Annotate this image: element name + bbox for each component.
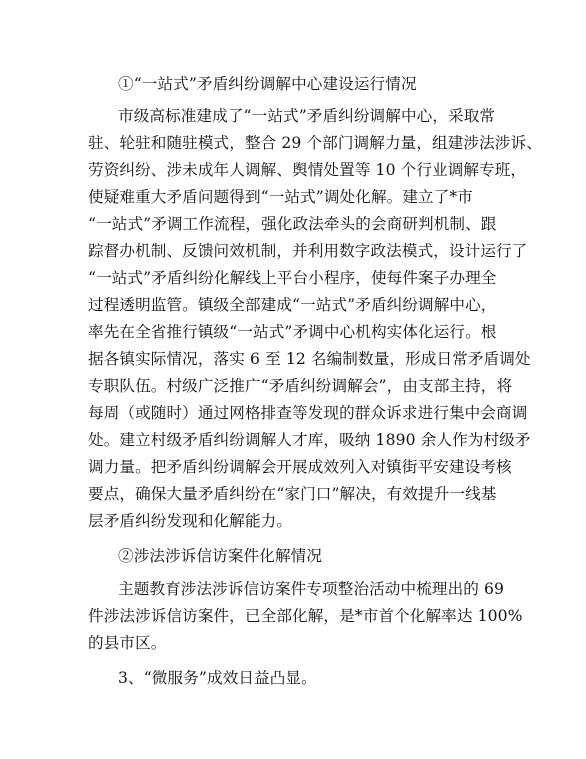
- paragraph-line: “一站式”矛调工作流程，强化政法牵头的会商研判机制、跟: [88, 215, 497, 233]
- paragraph-line: 据各镇实际情况，落实 6 至 12 名编制数量，形成日常矛盾调处: [88, 350, 531, 368]
- paragraph-line: 的县市区。: [88, 634, 167, 652]
- section-1-heading: ①“一站式”矛盾纠纷调解中心建设运行情况: [118, 75, 417, 93]
- paragraph-line: 驻、轮驻和随驻模式，整合 29 个部门调解力量，组建涉法涉诉、: [88, 134, 542, 152]
- paragraph-line: “一站式”矛盾纠纷化解线上平台小程序，使每件案子办理全: [88, 269, 497, 287]
- paragraph-line: 劳资纠纷、涉未成年人调解、舆情处置等 10 个行业调解专班，: [88, 161, 527, 179]
- paragraph-line: 使疑难重大矛盾问题得到“一站式”调处化解。建立了*市: [88, 188, 473, 206]
- paragraph-line: 处。建立村级矛盾纠纷调解人才库，吸纳 1890 余人作为村级矛: [88, 431, 531, 449]
- paragraph-line: 主题教育涉法涉诉信访案件专项整治活动中梳理出的 69: [118, 580, 505, 598]
- paragraph-line: 专职队伍。村级广泛推广“矛盾纠纷调解会”，由支部主持，将: [88, 377, 513, 395]
- section-3-heading: 3、“微服务”成效日益凸显。: [118, 669, 317, 687]
- paragraph-line: 层矛盾纠纷发现和化解能力。: [88, 512, 293, 530]
- paragraph-line: 率先在全省推行镇级“一站式”矛调中心机构实体化运行。根: [88, 323, 497, 341]
- paragraph-line: 调力量。把矛盾纠纷调解会开展成效列入对镇街平安建设考核: [88, 458, 512, 476]
- paragraph-line: 踪督办机制、反馈问效机制，并利用数字政法模式，设计运行了: [88, 242, 528, 260]
- paragraph-line: 市级高标准建成了“一站式”矛盾纠纷调解中心，采取常: [118, 107, 496, 125]
- paragraph-line: 件涉法涉诉信访案件，已全部化解，是*市首个化解率达 100%: [88, 607, 523, 625]
- paragraph-line: 过程透明监管。镇级全部建成“一站式”矛盾纠纷调解中心，: [88, 296, 497, 314]
- paragraph-line: 要点，确保大量矛盾纠纷在“家门口”解决，有效提升一线基: [88, 485, 497, 503]
- section-2-heading: ②涉法涉诉信访案件化解情况: [118, 547, 323, 565]
- paragraph-line: 每周（或随时）通过网格排查等发现的群众诉求进行集中会商调: [88, 404, 528, 422]
